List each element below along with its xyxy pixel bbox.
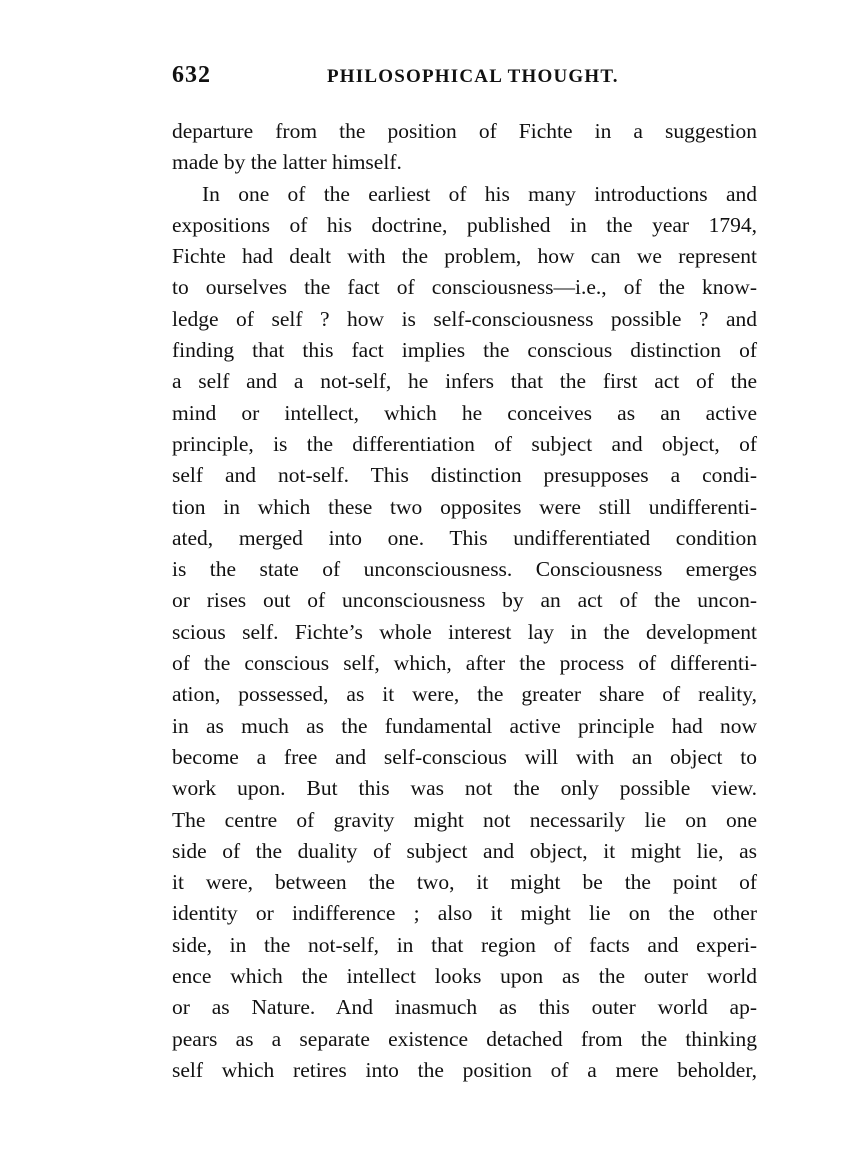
text-line: a self and a not-self, he infers that the first act of the bbox=[172, 369, 757, 394]
text-line: made by the latter himself. bbox=[172, 150, 402, 175]
text-line: departure from the position of Fichte in a suggestion bbox=[172, 119, 757, 143]
text-line: is the state of unconsciousness. Consciousness emerges bbox=[172, 557, 757, 582]
text-line: self and not-self. This distinction presupposes a condi- bbox=[172, 463, 757, 488]
text-line: finding that this fact implies the conscious distinction of bbox=[172, 338, 757, 363]
text-line: it were, between the two, it might be the point of bbox=[172, 870, 757, 895]
text-line: Fichte had dealt with the problem, how can we represent bbox=[172, 244, 757, 269]
text-line: become a free and self-conscious will with an object to bbox=[172, 744, 757, 769]
text-line: pears as a separate existence detached from the thinking bbox=[172, 1026, 757, 1051]
text-line: tion in which these two opposites were still undifferenti- bbox=[172, 494, 757, 519]
text-line: In one of the earliest of his many introductions and bbox=[202, 181, 757, 206]
paragraph-2 bbox=[172, 179, 757, 1087]
text-line: work upon. But this was not the only possible view. bbox=[172, 776, 757, 801]
text-line: of the conscious self, which, after the process of differenti- bbox=[172, 651, 757, 676]
text-line: ledge of self ? how is self-consciousness possible ? and bbox=[172, 306, 757, 331]
text-line: self which retires into the position of a mere beholder, bbox=[172, 1057, 757, 1082]
text-line: mind or intellect, which he conceives as an active bbox=[172, 400, 757, 425]
text-line: principle, is the differentiation of subject and object, of bbox=[172, 431, 757, 456]
running-title: PHILOSOPHICAL THOUGHT. bbox=[327, 66, 619, 87]
text-line: to ourselves the fact of consciousness—i.e., of the know- bbox=[172, 275, 757, 300]
paragraph-1 bbox=[172, 116, 757, 179]
text-line: or as Nature. And inasmuch as this outer world ap- bbox=[172, 995, 757, 1020]
text-line: in as much as the fundamental active principle had now bbox=[172, 713, 757, 738]
text-line: side of the duality of subject and object, it might lie, as bbox=[172, 838, 757, 863]
body-text bbox=[172, 116, 757, 1086]
text-line: ation, possessed, as it were, the greater share of reality, bbox=[172, 682, 757, 707]
running-head bbox=[172, 62, 757, 96]
text-line: identity or indifference ; also it might lie on the other bbox=[172, 901, 757, 926]
page-number: 632 bbox=[172, 62, 211, 88]
text-line: expositions of his doctrine, published in the year 1794, bbox=[172, 212, 757, 237]
text-line: ence which the intellect looks upon as the outer world bbox=[172, 964, 757, 989]
text-line: ated, merged into one. This undifferentiated condition bbox=[172, 525, 757, 550]
text-line: scious self. Fichte’s whole interest lay in the development bbox=[172, 619, 757, 644]
text-line: The centre of gravity might not necessarily lie on one bbox=[172, 807, 757, 832]
text-line: or rises out of unconsciousness by an act of the uncon- bbox=[172, 588, 757, 613]
text-line: side, in the not-self, in that region of facts and experi- bbox=[172, 932, 757, 957]
